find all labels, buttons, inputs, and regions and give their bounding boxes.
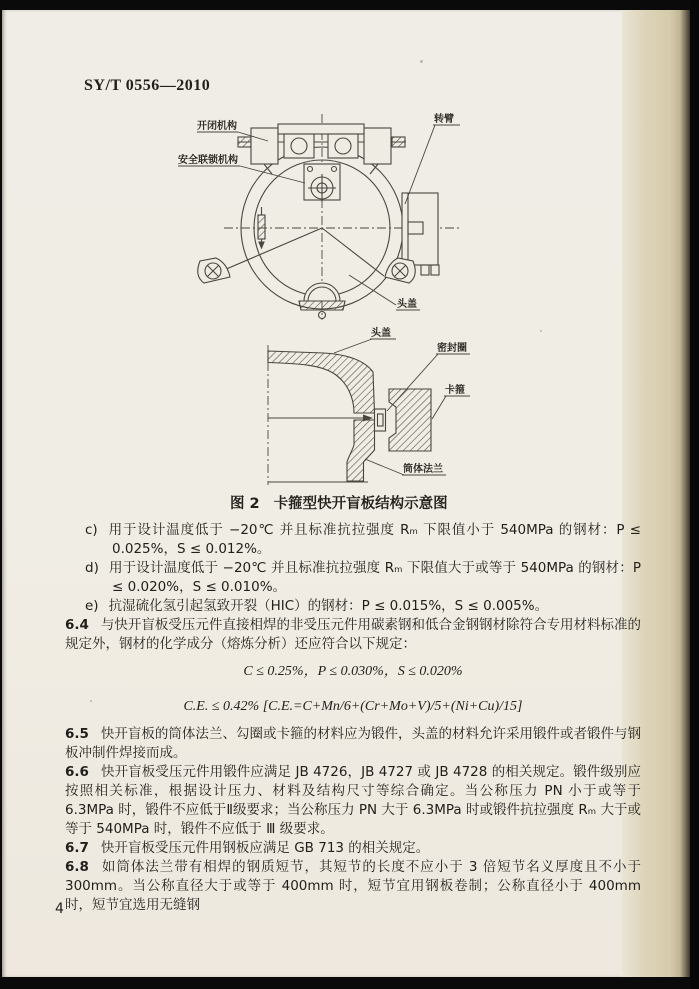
leader-swing-arm <box>405 125 435 204</box>
clause-number: 6.7 <box>65 840 89 856</box>
clause-text: 快开盲板的筒体法兰、勾圈或卡箍的材料应为锻件，头盖的材料允许采用锻件或者锻件与钢板冲制件焊接而成。 <box>65 726 641 761</box>
scan-speck <box>540 330 542 332</box>
clause-6-8 <box>65 858 641 915</box>
clamp-section <box>389 389 431 451</box>
label-head-cover-front: 头盖 <box>397 299 417 310</box>
list-marker: c) <box>85 522 98 538</box>
list-item-c <box>65 521 641 559</box>
leader-head-cover <box>349 275 396 305</box>
lug-right <box>385 258 415 283</box>
clause-text: 快开盲板受压元件用锻件应满足 JB 4726，JB 4727 或 JB 4728 的相关规定。锻件级别应按照相关标准，根据设计压力、材料及结构尺寸等综合确定。当公称压力 PN 小于或等于 6.3MPa 时，锻件不应低于Ⅱ级要求；当公称压力 PN 大于 6.3MPa 时或锻件抗拉强度 Rₘ 大于或等于 540MPa 时，锻件不应低于 Ⅲ 级要求。 <box>65 764 641 837</box>
clause-6-5 <box>65 725 641 763</box>
clause-number: 6.8 <box>65 859 89 875</box>
scan-border-top <box>0 0 699 10</box>
shell-flange-section <box>347 420 375 481</box>
head-cover-section <box>268 351 375 413</box>
clause-text: 与快开盲板受压元件直接相焊的非受压元件用碳素钢和低合金钢钢材除符合专用材料标准的规定外，钢材的化学成分（熔炼分析）还应符合以下规定： <box>65 617 641 652</box>
list-text: 用于设计温度低于 −20℃ 并且标准抗拉强度 Rₘ 下限值大于或等于 540MPa 的钢材：P ≤ 0.020%，S ≤ 0.010%。 <box>108 560 641 595</box>
lug-left <box>198 258 230 283</box>
body-text <box>65 521 641 915</box>
seal-ring-section <box>375 409 386 431</box>
label-open-close-mechanism: 开闭机构 <box>197 121 237 132</box>
clause-text: 如筒体法兰带有相焊的钢质短节，其短节的长度不应小于 3 倍短节名义厚度且不小于 300mm。当公称直径大于或等于 400mm 时，短节宜用钢板卷制；公称直径小于 400mm 时，短节宜选用无缝钢 <box>65 859 641 913</box>
label-swing-arm: 转臂 <box>434 114 454 125</box>
safety-interlock-drawing <box>304 164 340 202</box>
label-safety-interlock: 安全联锁机构 <box>178 155 238 166</box>
leader-clamp <box>432 396 446 419</box>
scan-speck <box>420 60 423 63</box>
label-head-cover-section: 头盖 <box>371 328 391 339</box>
clause-number: 6.6 <box>65 764 89 780</box>
spoke-line <box>224 228 322 270</box>
scan-speck <box>90 700 92 702</box>
clause-number: 6.4 <box>65 617 89 633</box>
label-clamp: 卡箍 <box>445 385 465 396</box>
pin-detail <box>258 207 265 248</box>
scan-border-bottom <box>0 977 699 989</box>
clause-text: 快开盲板受压元件用钢板应满足 GB 713 的相关规定。 <box>100 840 430 856</box>
leader-shell-flange <box>365 459 404 475</box>
leader-safety <box>240 166 305 183</box>
clause-6-4 <box>65 616 641 654</box>
chemical-composition-formula: C ≤ 0.25%，P ≤ 0.030%，S ≤ 0.020% <box>243 664 463 679</box>
list-marker: d) <box>85 560 99 576</box>
label-seal-ring: 密封圈 <box>437 343 467 354</box>
clause-6-7 <box>65 839 641 858</box>
label-shell-flange: 筒体法兰 <box>403 464 443 475</box>
scan-border-right <box>690 0 699 989</box>
spoke-line <box>322 228 384 276</box>
list-item-d <box>65 559 641 597</box>
list-item-e <box>65 597 641 616</box>
clause-6-6 <box>65 763 641 839</box>
carbon-equivalent-formula: C.E. ≤ 0.42% [C.E.=C+Mn/6+(Cr+Mo+V)/5+(Ni+Cu)/15] <box>183 699 523 714</box>
list-text: 抗湿硫化氢引起氢致开裂（HIC）的钢材：P ≤ 0.015%，S ≤ 0.005%。 <box>108 598 549 614</box>
leader-head-cover-section <box>334 339 372 353</box>
clause-number: 6.5 <box>65 726 89 742</box>
figure-caption-number: 图 2 <box>230 496 260 512</box>
standard-code: SY/T 0556—2010 <box>84 77 211 94</box>
page-number: 4 <box>55 901 64 917</box>
list-text: 用于设计温度低于 −20℃ 并且标准抗拉强度 Rₘ 下限值小于 540MPa 的钢材：P ≤ 0.025%，S ≤ 0.012%。 <box>107 522 641 557</box>
list-marker: e) <box>85 598 99 614</box>
figure-section-view <box>198 323 500 493</box>
figure-front-view <box>168 108 480 326</box>
figure-caption <box>230 492 490 513</box>
figure-caption-title: 卡箍型快开盲板结构示意图 <box>273 496 448 512</box>
